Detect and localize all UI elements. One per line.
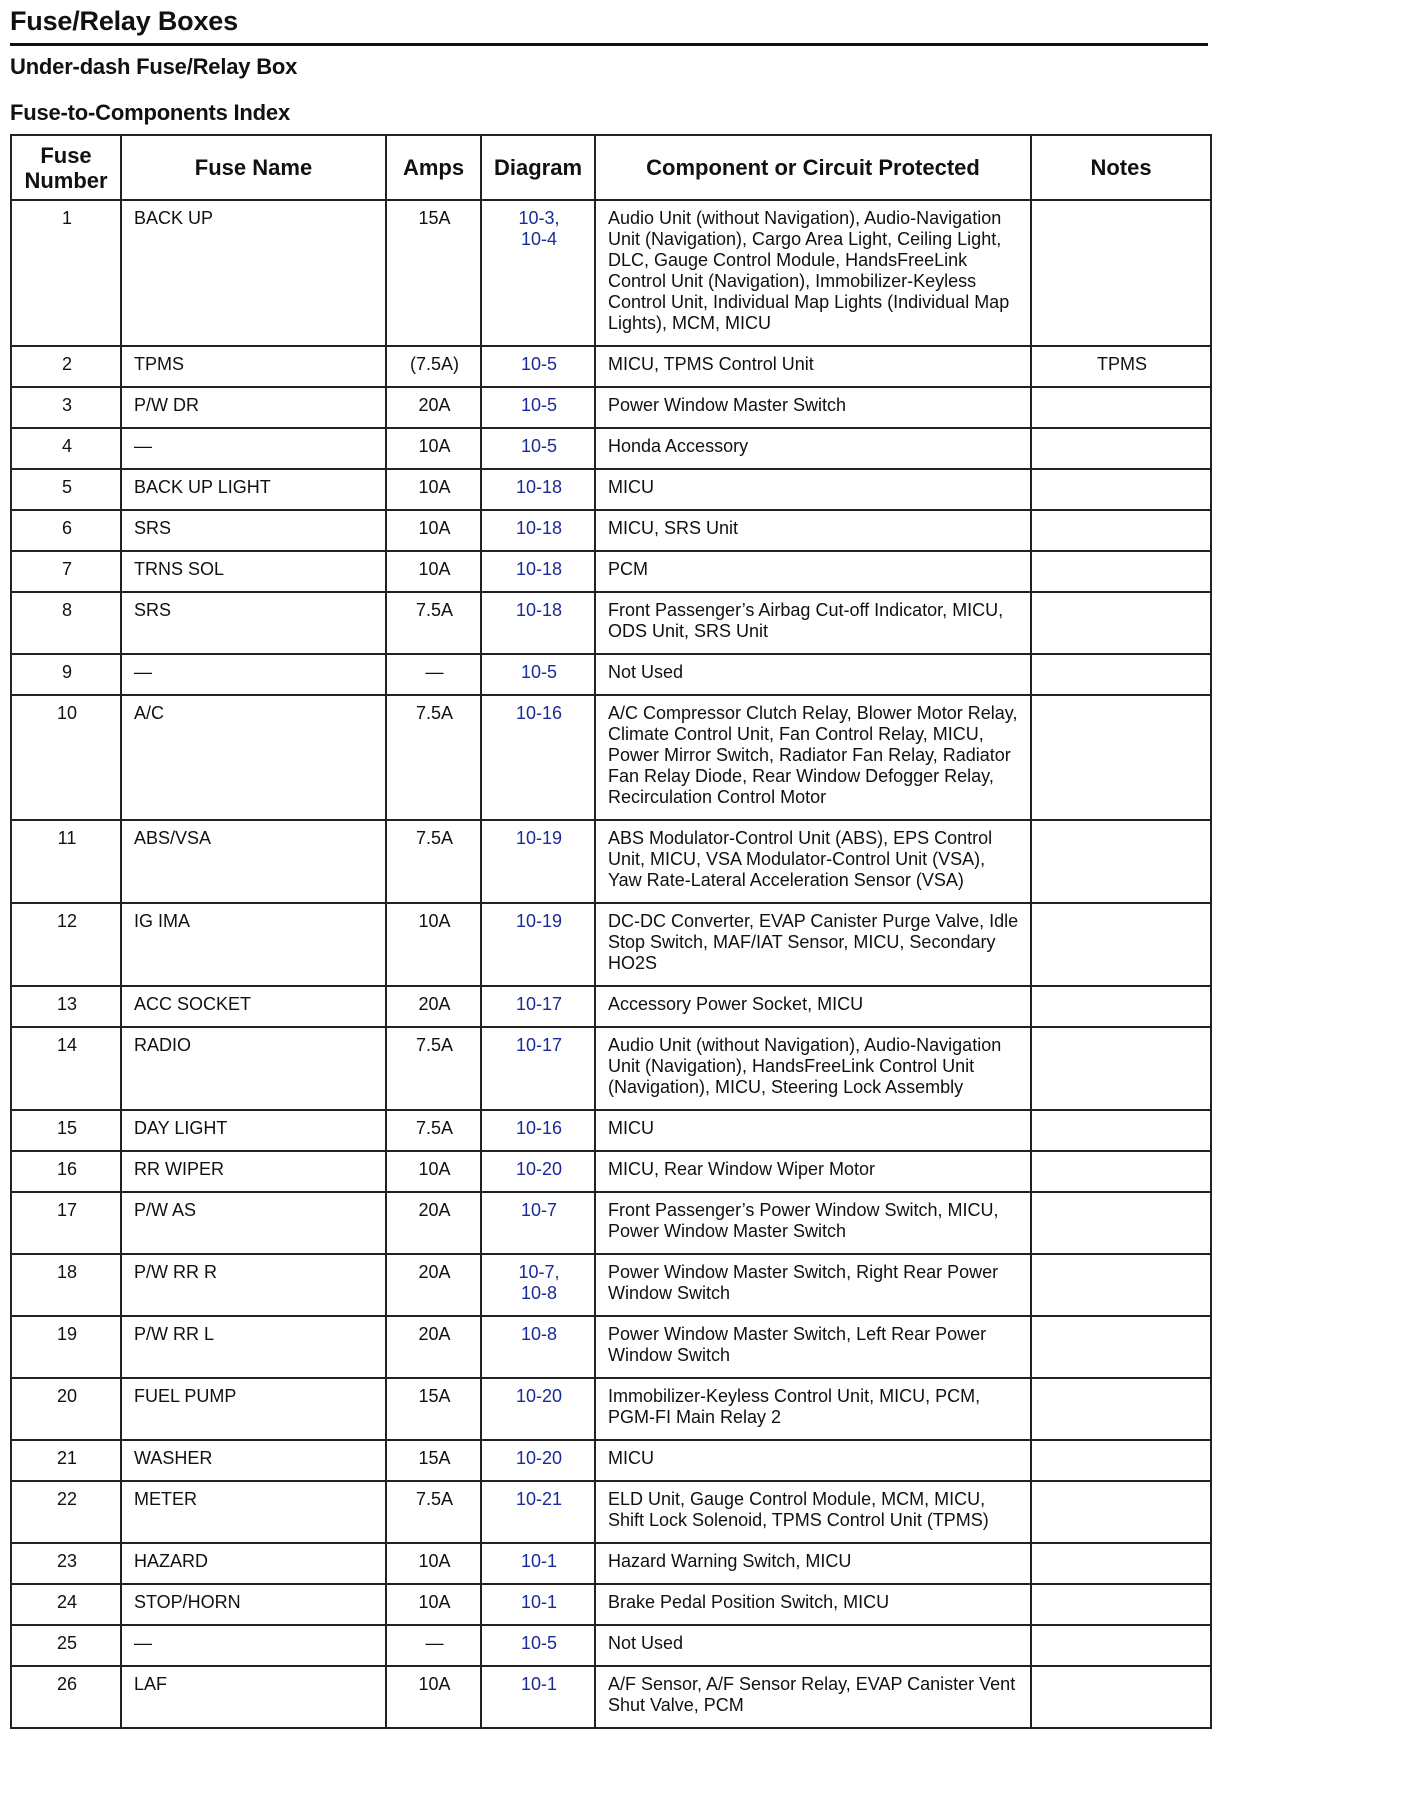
fuse-name-cell: — [121, 654, 386, 695]
fuse-name-cell: P/W AS [121, 1192, 386, 1254]
notes-cell [1031, 1110, 1211, 1151]
amps-cell: 7.5A [386, 1027, 481, 1110]
notes-cell [1031, 1481, 1211, 1543]
fuse-name-cell: LAF [121, 1666, 386, 1728]
amps-cell: 15A [386, 1440, 481, 1481]
amps-cell: 15A [386, 1378, 481, 1440]
header-amps: Amps [386, 135, 481, 200]
amps-cell: 10A [386, 469, 481, 510]
notes-cell [1031, 695, 1211, 820]
fuse-number-cell: 18 [11, 1254, 121, 1316]
table-row [11, 510, 1211, 551]
component-cell: Honda Accessory [595, 428, 1031, 469]
component-cell: Not Used [595, 654, 1031, 695]
table-row [11, 551, 1211, 592]
diagram-link[interactable]: 10-5 [520, 1633, 558, 1653]
fuse-name-cell: BACK UP [121, 200, 386, 346]
fuse-number-cell: 16 [11, 1151, 121, 1192]
diagram-cell [481, 1316, 595, 1378]
diagram-link[interactable]: 10-18 [515, 600, 563, 620]
fuse-name-cell: FUEL PUMP [121, 1378, 386, 1440]
fuse-name-cell: TRNS SOL [121, 551, 386, 592]
component-cell: DC-DC Converter, EVAP Canister Purge Valve, Idle Stop Switch, MAF/IAT Sensor, MICU, Secondary HO2S [595, 903, 1031, 986]
notes-cell [1031, 592, 1211, 654]
notes-cell [1031, 1584, 1211, 1625]
table-row [11, 1440, 1211, 1481]
notes-cell [1031, 654, 1211, 695]
table-row [11, 469, 1211, 510]
diagram-link[interactable]: 10-8 [520, 1324, 558, 1344]
diagram-link[interactable]: 10-7 [520, 1200, 558, 1220]
fuse-number-cell: 22 [11, 1481, 121, 1543]
component-cell: Audio Unit (without Navigation), Audio-Navigation Unit (Navigation), Cargo Area Light, Ceiling Light, DLC, Gauge Control Module, HandsFreeLink Control Unit (Navigation), Immobilizer-Keyless Control Unit, Individual Map Lights (Individual Map Lights), MCM, MICU [595, 200, 1031, 346]
diagram-cell [481, 428, 595, 469]
table-row [11, 1481, 1211, 1543]
notes-cell [1031, 986, 1211, 1027]
amps-cell: 20A [386, 1316, 481, 1378]
table-row [11, 1584, 1211, 1625]
notes-cell [1031, 1440, 1211, 1481]
diagram-cell [481, 1625, 595, 1666]
amps-cell: 10A [386, 1666, 481, 1728]
diagram-cell [481, 1192, 595, 1254]
fuse-name-cell: TPMS [121, 346, 386, 387]
fuse-number-cell: 6 [11, 510, 121, 551]
diagram-cell [481, 695, 595, 820]
component-cell: Front Passenger’s Airbag Cut-off Indicator, MICU, ODS Unit, SRS Unit [595, 592, 1031, 654]
amps-cell: 10A [386, 1151, 481, 1192]
diagram-cell [481, 592, 595, 654]
component-cell: Power Window Master Switch, Left Rear Power Window Switch [595, 1316, 1031, 1378]
table-row [11, 200, 1211, 346]
diagram-cell [481, 1481, 595, 1543]
amps-cell: 10A [386, 510, 481, 551]
diagram-link[interactable]: 10-5 [520, 354, 558, 374]
table-body [11, 200, 1211, 1728]
diagram-cell [481, 469, 595, 510]
diagram-cell [481, 654, 595, 695]
notes-cell [1031, 1192, 1211, 1254]
notes-cell [1031, 428, 1211, 469]
fuse-name-cell: P/W DR [121, 387, 386, 428]
header-component: Component or Circuit Protected [595, 135, 1031, 200]
fuse-number-cell: 24 [11, 1584, 121, 1625]
notes-cell [1031, 551, 1211, 592]
table-row [11, 695, 1211, 820]
component-cell: Immobilizer-Keyless Control Unit, MICU, PCM, PGM-FI Main Relay 2 [595, 1378, 1031, 1440]
component-cell: ELD Unit, Gauge Control Module, MCM, MICU, Shift Lock Solenoid, TPMS Control Unit (TPMS) [595, 1481, 1031, 1543]
fuse-name-cell: RADIO [121, 1027, 386, 1110]
diagram-link[interactable]: 10-5 [520, 436, 558, 456]
fuse-number-cell: 10 [11, 695, 121, 820]
amps-cell: (7.5A) [386, 346, 481, 387]
table-row [11, 346, 1211, 387]
component-cell: MICU, SRS Unit [595, 510, 1031, 551]
component-cell: MICU, TPMS Control Unit [595, 346, 1031, 387]
notes-cell [1031, 510, 1211, 551]
fuse-name-cell: RR WIPER [121, 1151, 386, 1192]
diagram-cell [481, 1378, 595, 1440]
notes-cell [1031, 1254, 1211, 1316]
diagram-link[interactable]: 10-21 [515, 1489, 563, 1509]
page-subtitle: Under-dash Fuse/Relay Box [10, 54, 298, 79]
diagram-cell [481, 820, 595, 903]
component-cell: Accessory Power Socket, MICU [595, 986, 1031, 1027]
amps-cell: 20A [386, 387, 481, 428]
fuse-number-cell: 2 [11, 346, 121, 387]
notes-cell [1031, 1666, 1211, 1728]
component-cell: A/C Compressor Clutch Relay, Blower Motor Relay, Climate Control Unit, Fan Control Relay, MICU, Power Mirror Switch, Radiator Fan Relay, Radiator Fan Relay Diode, Rear Window Defogger Relay, Recirculation Control Motor [595, 695, 1031, 820]
header-fuse-number: Fuse Number [11, 135, 121, 200]
notes-cell [1031, 820, 1211, 903]
table-row [11, 1316, 1211, 1378]
header-notes: Notes [1031, 135, 1211, 200]
table-row [11, 387, 1211, 428]
fuse-name-cell: ABS/VSA [121, 820, 386, 903]
component-cell: MICU, Rear Window Wiper Motor [595, 1151, 1031, 1192]
fuse-number-cell: 3 [11, 387, 121, 428]
notes-cell [1031, 1378, 1211, 1440]
amps-cell: 10A [386, 903, 481, 986]
diagram-link[interactable]: 10-1 [520, 1551, 558, 1571]
fuse-name-cell: — [121, 428, 386, 469]
table-row [11, 592, 1211, 654]
diagram-cell [481, 346, 595, 387]
fuse-number-cell: 5 [11, 469, 121, 510]
diagram-cell [481, 1254, 595, 1316]
fuse-number-cell: 9 [11, 654, 121, 695]
fuse-number-cell: 11 [11, 820, 121, 903]
fuse-number-cell: 26 [11, 1666, 121, 1728]
table-row [11, 1192, 1211, 1254]
amps-cell: 7.5A [386, 695, 481, 820]
fuse-name-cell: BACK UP LIGHT [121, 469, 386, 510]
component-cell: Power Window Master Switch [595, 387, 1031, 428]
diagram-cell [481, 551, 595, 592]
page-title: Fuse/Relay Boxes [10, 6, 1208, 46]
component-cell: Hazard Warning Switch, MICU [595, 1543, 1031, 1584]
table-row [11, 428, 1211, 469]
diagram-link[interactable]: 10-4 [520, 229, 558, 249]
fuse-name-cell: WASHER [121, 1440, 386, 1481]
component-cell: MICU [595, 469, 1031, 510]
table-row [11, 1378, 1211, 1440]
diagram-cell [481, 1027, 595, 1110]
amps-cell: 7.5A [386, 1110, 481, 1151]
fuse-name-cell: IG IMA [121, 903, 386, 986]
fuse-name-cell: SRS [121, 510, 386, 551]
component-cell: Brake Pedal Position Switch, MICU [595, 1584, 1031, 1625]
diagram-cell [481, 1666, 595, 1728]
amps-cell: 15A [386, 200, 481, 346]
diagram-cell [481, 1584, 595, 1625]
component-cell: PCM [595, 551, 1031, 592]
table-row [11, 1027, 1211, 1110]
diagram-link[interactable]: 10-18 [515, 559, 563, 579]
section-heading: Fuse-to-Components Index [10, 100, 290, 125]
fuse-number-cell: 17 [11, 1192, 121, 1254]
diagram-link[interactable]: 10-3, [518, 208, 560, 228]
diagram-link[interactable]: 10-20 [515, 1448, 563, 1468]
notes-cell [1031, 1151, 1211, 1192]
diagram-cell [481, 510, 595, 551]
fuse-name-cell: A/C [121, 695, 386, 820]
amps-cell: 7.5A [386, 592, 481, 654]
diagram-link[interactable]: 10-20 [515, 1386, 563, 1406]
diagram-cell [481, 1110, 595, 1151]
amps-cell: 20A [386, 986, 481, 1027]
fuse-number-cell: 23 [11, 1543, 121, 1584]
diagram-link[interactable]: 10-17 [515, 1035, 563, 1055]
table-header-row [11, 135, 1211, 200]
component-cell: Front Passenger’s Power Window Switch, MICU, Power Window Master Switch [595, 1192, 1031, 1254]
component-cell: Audio Unit (without Navigation), Audio-Navigation Unit (Navigation), HandsFreeLink Control Unit (Navigation), MICU, Steering Lock Assembly [595, 1027, 1031, 1110]
diagram-link[interactable]: 10-19 [515, 828, 563, 848]
fuse-name-cell: STOP/HORN [121, 1584, 386, 1625]
fuse-number-cell: 25 [11, 1625, 121, 1666]
fuse-number-cell: 4 [11, 428, 121, 469]
amps-cell: 10A [386, 1543, 481, 1584]
diagram-link[interactable]: 10-7, [518, 1262, 560, 1282]
diagram-link[interactable]: 10-1 [520, 1674, 558, 1694]
amps-cell: — [386, 1625, 481, 1666]
fuse-name-cell: P/W RR R [121, 1254, 386, 1316]
diagram-cell [481, 1151, 595, 1192]
notes-cell [1031, 469, 1211, 510]
table-row [11, 654, 1211, 695]
fuse-number-cell: 7 [11, 551, 121, 592]
notes-cell [1031, 1316, 1211, 1378]
diagram-cell [481, 903, 595, 986]
fuse-number-cell: 12 [11, 903, 121, 986]
fuse-index-table [10, 134, 1212, 1729]
component-cell: Power Window Master Switch, Right Rear Power Window Switch [595, 1254, 1031, 1316]
amps-cell: 20A [386, 1192, 481, 1254]
notes-cell: TPMS [1031, 346, 1211, 387]
diagram-link[interactable]: 10-17 [515, 994, 563, 1014]
fuse-number-cell: 8 [11, 592, 121, 654]
amps-cell: — [386, 654, 481, 695]
notes-cell [1031, 200, 1211, 346]
diagram-link[interactable]: 10-1 [520, 1592, 558, 1612]
diagram-cell [481, 1440, 595, 1481]
amps-cell: 7.5A [386, 820, 481, 903]
notes-cell [1031, 903, 1211, 986]
fuse-number-cell: 21 [11, 1440, 121, 1481]
fuse-number-cell: 15 [11, 1110, 121, 1151]
table-row [11, 1254, 1211, 1316]
table-row [11, 1625, 1211, 1666]
fuse-number-cell: 14 [11, 1027, 121, 1110]
diagram-link[interactable]: 10-18 [515, 518, 563, 538]
diagram-link[interactable]: 10-16 [515, 1118, 563, 1138]
table-row [11, 1543, 1211, 1584]
table-row [11, 1666, 1211, 1728]
diagram-link[interactable]: 10-5 [520, 395, 558, 415]
fuse-number-cell: 20 [11, 1378, 121, 1440]
component-cell: MICU [595, 1110, 1031, 1151]
fuse-name-cell: METER [121, 1481, 386, 1543]
diagram-cell [481, 1543, 595, 1584]
diagram-cell [481, 986, 595, 1027]
fuse-name-cell: — [121, 1625, 386, 1666]
fuse-number-cell: 1 [11, 200, 121, 346]
notes-cell [1031, 1027, 1211, 1110]
amps-cell: 10A [386, 1584, 481, 1625]
table-row [11, 986, 1211, 1027]
fuse-name-cell: HAZARD [121, 1543, 386, 1584]
notes-cell [1031, 1543, 1211, 1584]
notes-cell [1031, 387, 1211, 428]
diagram-link[interactable]: 10-16 [515, 703, 563, 723]
amps-cell: 10A [386, 551, 481, 592]
diagram-cell [481, 200, 595, 346]
diagram-cell [481, 387, 595, 428]
diagram-link[interactable]: 10-19 [515, 911, 563, 931]
diagram-link[interactable]: 10-18 [515, 477, 563, 497]
table-row [11, 1151, 1211, 1192]
notes-cell [1031, 1625, 1211, 1666]
table-row [11, 820, 1211, 903]
component-cell: Not Used [595, 1625, 1031, 1666]
fuse-name-cell: SRS [121, 592, 386, 654]
fuse-number-cell: 13 [11, 986, 121, 1027]
fuse-name-cell: P/W RR L [121, 1316, 386, 1378]
amps-cell: 10A [386, 428, 481, 469]
fuse-number-cell: 19 [11, 1316, 121, 1378]
amps-cell: 20A [386, 1254, 481, 1316]
component-cell: MICU [595, 1440, 1031, 1481]
diagram-link[interactable]: 10-8 [520, 1283, 558, 1303]
fuse-name-cell: ACC SOCKET [121, 986, 386, 1027]
table-row [11, 903, 1211, 986]
header-diagram: Diagram [481, 135, 595, 200]
diagram-link[interactable]: 10-20 [515, 1159, 563, 1179]
component-cell: ABS Modulator-Control Unit (ABS), EPS Control Unit, MICU, VSA Modulator-Control Unit (VSA), Yaw Rate-Lateral Acceleration Sensor (VSA) [595, 820, 1031, 903]
header-fuse-name: Fuse Name [121, 135, 386, 200]
diagram-link[interactable]: 10-5 [520, 662, 558, 682]
amps-cell: 7.5A [386, 1481, 481, 1543]
fuse-name-cell: DAY LIGHT [121, 1110, 386, 1151]
component-cell: A/F Sensor, A/F Sensor Relay, EVAP Canister Vent Shut Valve, PCM [595, 1666, 1031, 1728]
table-row [11, 1110, 1211, 1151]
